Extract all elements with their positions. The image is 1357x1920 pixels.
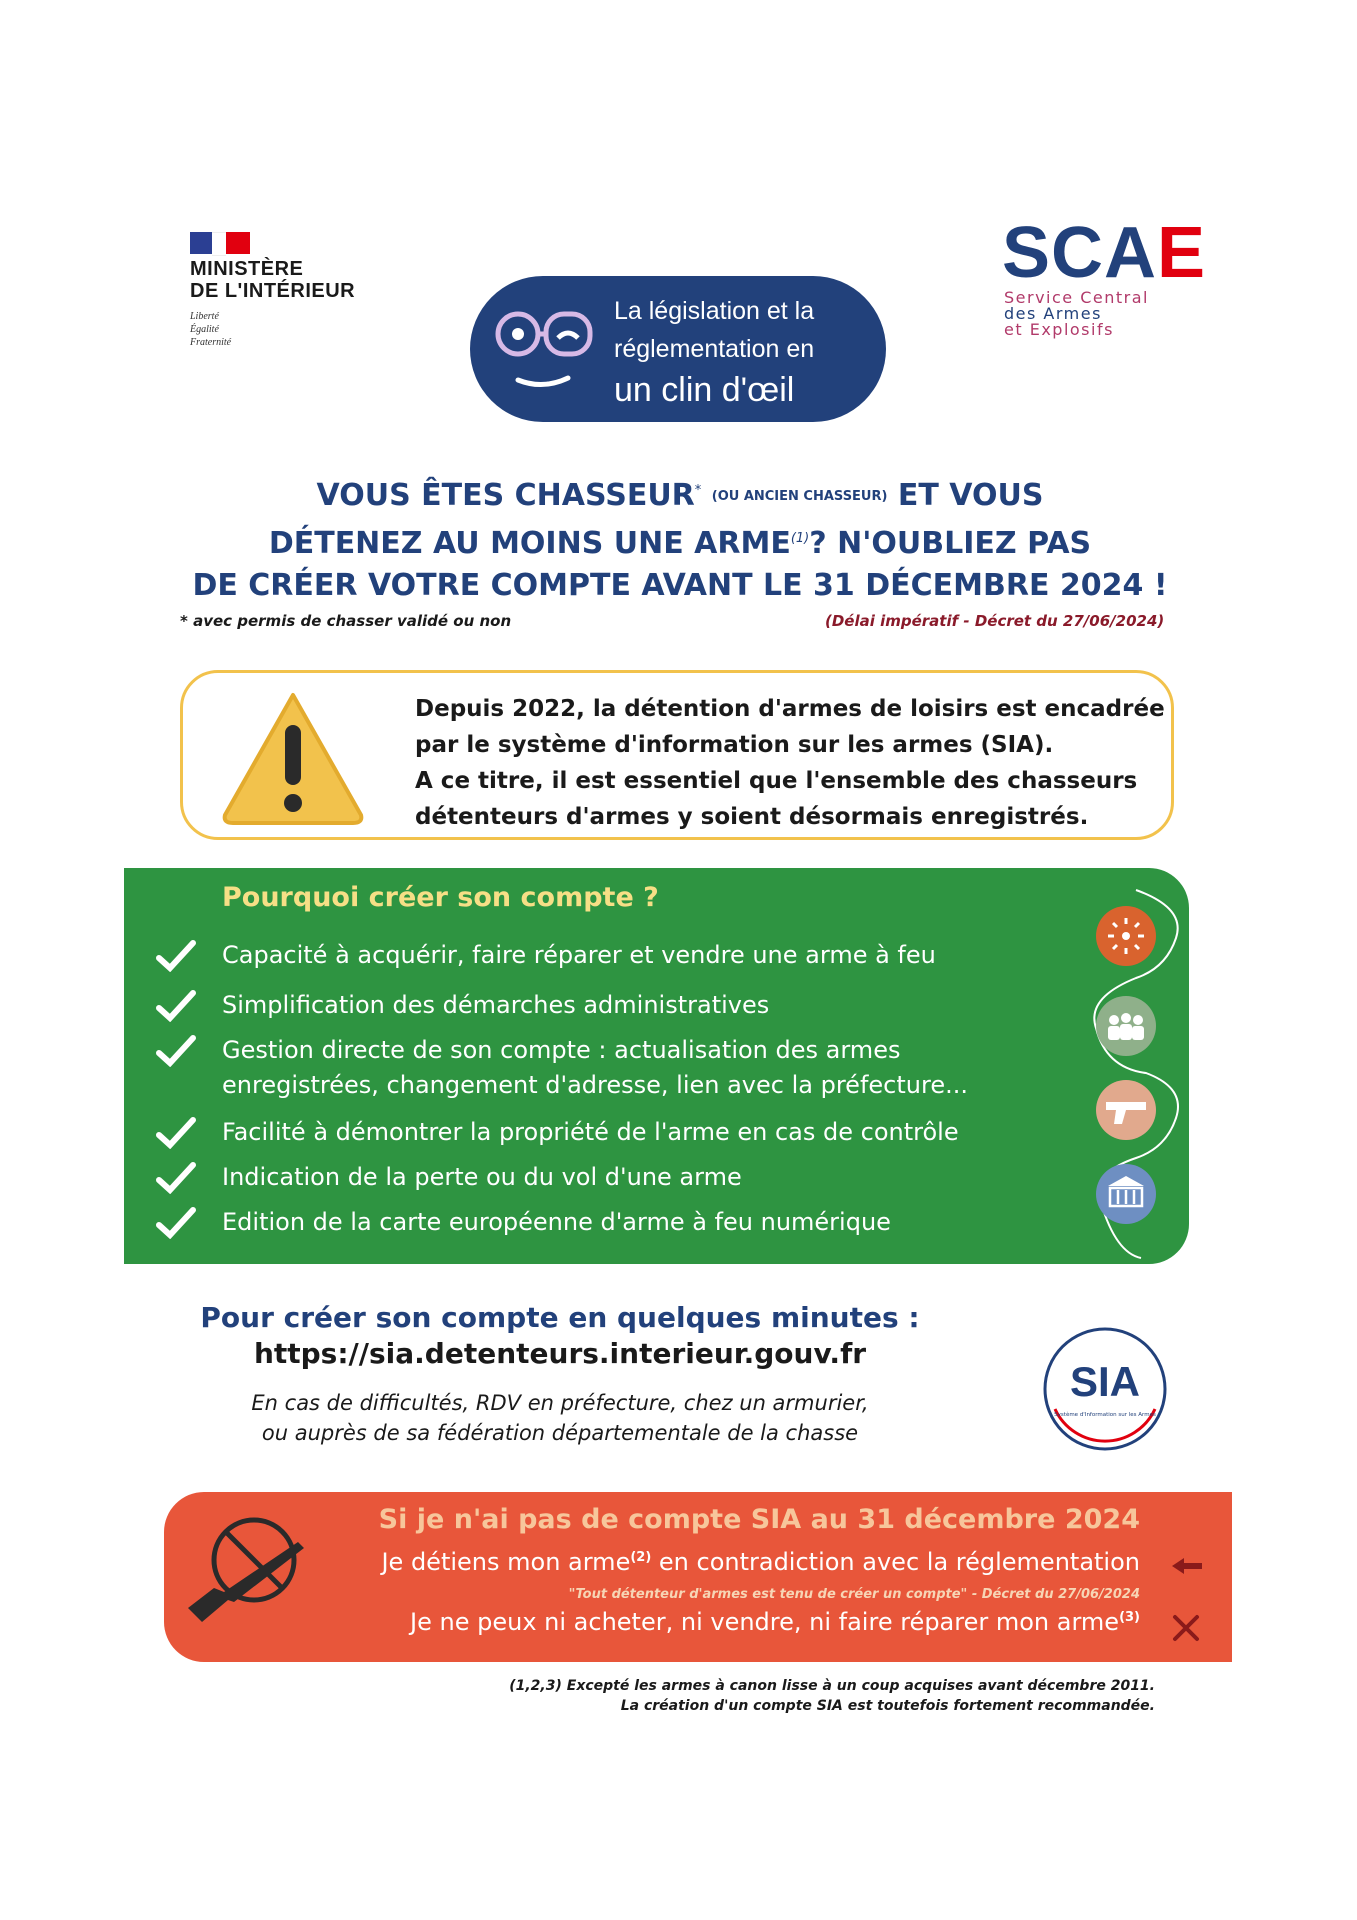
pill-line1: La législation et la — [614, 297, 815, 325]
page-title: VOUS ÊTES CHASSEUR* (OU ANCIEN CHASSEUR) ET VOUS DÉTENEZ AU MOINS UNE ARME$^{(1)}$? N'OUBLIEZ PAS DE CRÉER VOTRE COMPTE AVANT LE 31 DÉCEMBRE 2024 ! — [192, 478, 1168, 603]
consequence-title: Si je n'ai pas de compte SIA au 31 décembre 2024 — [378, 1504, 1140, 1535]
decree-quote: "Tout détenteur d'armes est tenu de créer un compte" - Décret du 27/06/2024 — [568, 1587, 1140, 1602]
scae-sub3: et Explosifs — [1004, 320, 1114, 339]
note-line: La création d'un compte SIA est toutefois fortement recommandée. — [620, 1698, 1155, 1714]
sia-logo-text: SIA — [1069, 1358, 1141, 1405]
account-title: Pour créer son compte en quelques minutes : — [200, 1301, 920, 1334]
warning-line: par le système d'information sur les armes (SIA). — [415, 732, 1054, 758]
network-icon — [1096, 906, 1156, 966]
french-flag-icon — [190, 232, 250, 254]
list-item: Facilité à démontrer la propriété de l'arme en cas de contrôle — [156, 1115, 968, 1150]
list-item: enregistrées, changement d'adresse, lien avec la préfecture... — [222, 1071, 968, 1099]
why-icons-column — [1076, 868, 1189, 1264]
warning-box — [180, 670, 1174, 840]
pill-line3: un clin d'œil — [614, 371, 795, 409]
winking-face-icon — [488, 300, 598, 400]
list-item: Capacité à acquérir, faire réparer et vendre une arme à feu — [156, 938, 968, 973]
pistol-icon — [1096, 1080, 1156, 1140]
people-group-icon — [1096, 996, 1156, 1056]
ministry-name-line2: DE L'INTÉRIEUR — [190, 280, 356, 302]
warning-line: Depuis 2022, la détention d'armes de loisirs est encadrée — [415, 696, 1165, 722]
footnote-permit: * avec permis de chasser validé ou non — [180, 612, 512, 630]
prefecture-building-icon — [1096, 1164, 1156, 1224]
warning-triangle-icon — [213, 681, 373, 831]
arrow-left-icon — [1170, 1556, 1204, 1576]
list-item: Gestion directe de son compte : actualisation des armes — [156, 1033, 968, 1068]
consequence-line3: Je ne peux ni acheter, ni vendre, ni faire réparer mon arme$^{(3)}$ — [410, 1608, 1140, 1636]
why-create-account-box — [124, 868, 1189, 1264]
scae-sub1: Service Central — [1004, 288, 1149, 307]
check-icon — [156, 1162, 196, 1194]
check-icon — [156, 1117, 196, 1149]
scae-sub2: des Armes — [1004, 304, 1102, 323]
consequence-line1: Je détiens mon arme$^{(2)}$ en contradiction avec la réglementation — [381, 1548, 1140, 1576]
cross-icon — [1172, 1614, 1200, 1642]
scae-logo: SCAE Service Central des Armes et Explosifs — [1002, 213, 1207, 339]
create-account-section — [180, 1300, 940, 1448]
pill-line2: réglementation en — [614, 335, 815, 363]
list-item: Edition de la carte européenne d'arme à feu numérique — [156, 1205, 968, 1240]
ministry-logo — [190, 232, 490, 349]
check-icon — [156, 990, 196, 1022]
note-line: (1,2,3) Excepté les armes à canon lisse à un coup acquises avant décembre 2011. — [509, 1678, 1155, 1694]
footnote-deadline: (Délai impératif - Décret du 27/06/2024) — [825, 612, 1165, 630]
list-item: Simplification des démarches administratives — [156, 988, 968, 1023]
sia-logo-sub: Système d'Information sur les Armes — [1054, 1412, 1156, 1418]
clin-doeil-badge — [470, 276, 886, 422]
bottom-notes — [420, 1676, 1155, 1716]
motto: Liberté Égalité Fraternité — [190, 311, 232, 348]
check-icon — [156, 1035, 196, 1067]
check-icon — [156, 1207, 196, 1239]
account-url-link[interactable]: https://sia.detenteurs.interieur.gouv.fr — [253, 1337, 867, 1370]
ministry-name-line1: MINISTÈRE — [190, 258, 304, 280]
sia-logo — [1040, 1324, 1170, 1454]
no-rifle-icon — [178, 1508, 318, 1628]
warning-line: A ce titre, il est essentiel que l'ensemble des chasseurs — [415, 768, 1138, 794]
check-icon — [156, 940, 196, 972]
list-item: Indication de la perte ou du vol d'une arme — [156, 1160, 968, 1195]
warning-line: détenteurs d'armes y soient désormais enregistrés. — [415, 804, 1089, 830]
help-line: ou auprès de sa fédération départementale de la chasse — [261, 1421, 859, 1445]
no-account-consequences-box — [164, 1492, 1232, 1662]
why-title: Pourquoi créer son compte ? — [222, 882, 659, 913]
help-line: En cas de difficultés, RDV en préfecture, chez un armurier, — [251, 1391, 869, 1415]
